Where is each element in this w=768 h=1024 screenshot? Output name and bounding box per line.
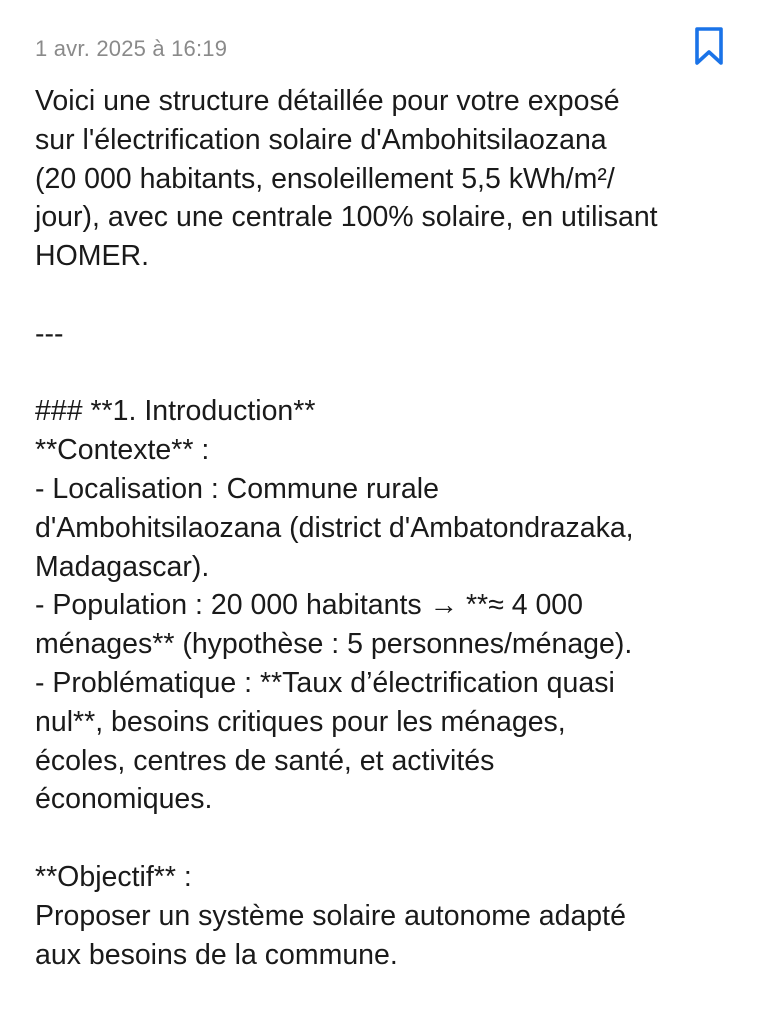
note-line: nul**, besoins critiques pour les ménages, [35,705,566,738]
note-line: économiques. [35,783,213,816]
note-timestamp: 1 avr. 2025 à 16:19 [35,36,228,61]
note-line: **Contexte** : [35,434,210,467]
note-line: écoles, centres de santé, et activités [35,744,495,777]
note-line: jour), avec une centrale 100% solaire, en utilisant [35,201,658,234]
note-line: HOMER. [35,240,149,273]
note-line [35,276,735,315]
note-line: (20 000 habitants, ensoleillement 5,5 kWh/m²/ [35,162,615,195]
note-line: ### **1. Introduction** [35,395,316,428]
note-line: d'Ambohitsilaozana (district d'Ambatondrazaka, [35,511,634,544]
note-line: ménages** (hypothèse : 5 personnes/ménage). [35,628,633,661]
note-line: sur l'électrification solaire d'Ambohitsilaozana [35,123,607,156]
bookmark-icon [692,26,726,66]
note-line: - Population : 20 000 habitants → **≈ 4 000 [35,589,584,622]
note-line: aux besoins de la commune. [35,938,398,971]
note-line: - Problématique : **Taux d’électrification quasi [35,666,615,699]
note-line: Voici une structure détaillée pour votre exposé [35,85,620,117]
note-header [0,0,768,80]
note-line: - Localisation : Commune rurale [35,472,439,505]
note-line: --- [35,317,64,350]
note-body [35,82,735,974]
note-line: **Objectif** : [35,860,192,893]
note-line [35,819,735,858]
note-line: Madagascar). [35,550,210,583]
note-line [35,354,735,393]
bookmark-button[interactable] [692,26,726,66]
note-line: Proposer un système solaire autonome adapté [35,899,626,932]
